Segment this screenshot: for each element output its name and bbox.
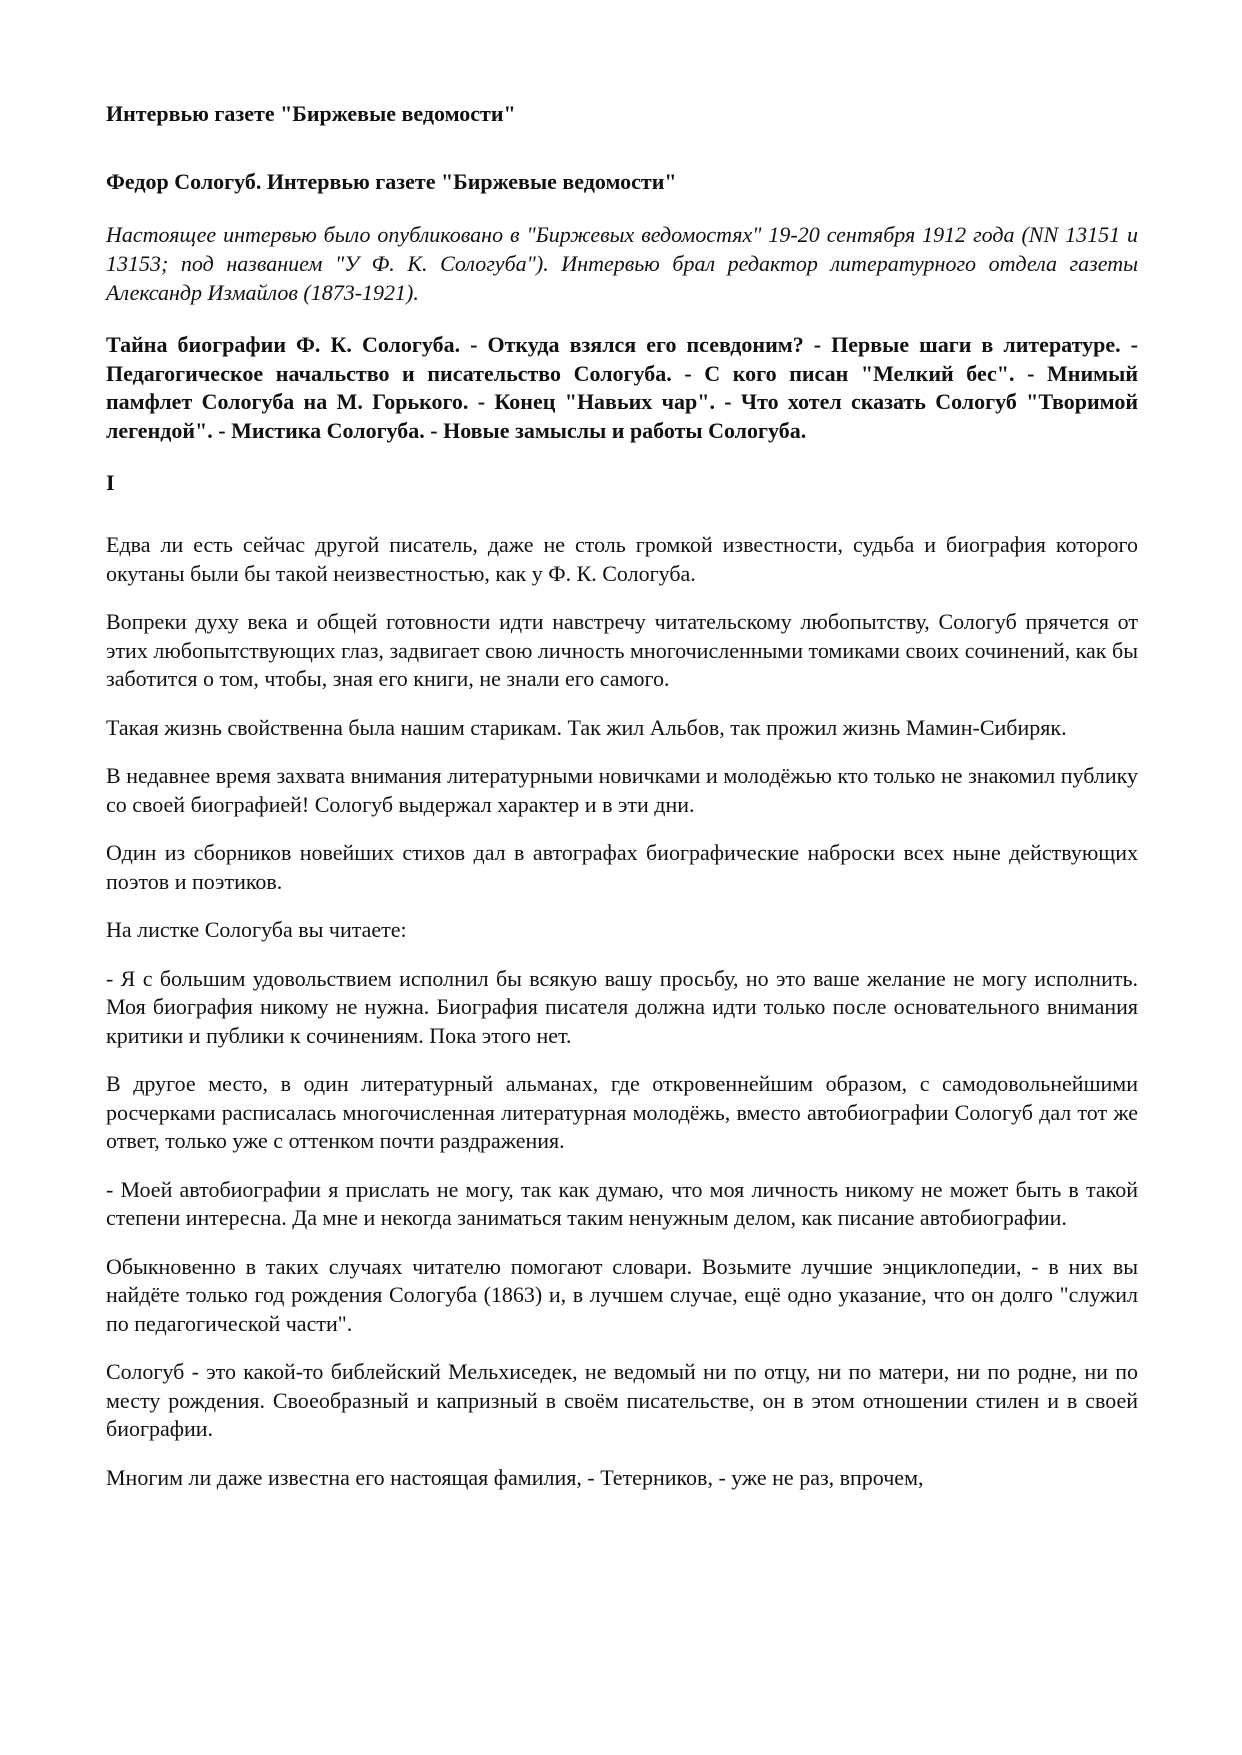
document-title: Интервью газете "Биржевые ведомости" bbox=[106, 101, 516, 126]
paragraph: Такая жизнь свойственна была нашим старикам. Так жил Альбов, так прожил жизнь Мамин-Сибиряк. bbox=[106, 714, 1067, 740]
paragraph: - Я с большим удовольствием исполнил бы всякую вашу просьбу, но это ваше желание не могу исполнить. Моя биография никому не нужна. Биография писателя должна идти только после основательного внимания критики и публики к сочинениям. Пока этого нет. bbox=[106, 965, 1138, 1048]
chapter-summary: Тайна биографии Ф. К. Сологуба. - Откуда взялся его псевдоним? - Первые шаги в литературе. - Педагогическое начальство и писательство Сологуба. - С кого писан "Мелкий бес". - Мнимый памфлет Сологуба на М. Горького. - Конец "Навьих чар". - Что хотел сказать Сологуб "Творимой легендой". - Мистика Сологуба. - Новые замыслы и работы Сологуба. bbox=[106, 332, 1138, 443]
paragraph: На листке Сологуба вы читаете: bbox=[106, 917, 407, 942]
section-number: I bbox=[106, 470, 115, 495]
paragraph: Многим ли даже известна его настоящая фамилия, - Тетерников, - уже не раз, впрочем, bbox=[106, 1464, 924, 1490]
paragraph: - Моей автобиографии я прислать не могу, так как думаю, что моя личность никому не может быть в такой степени интересна. Да мне и некогда заниматься таким ненужным делом, как писание автобиографии. bbox=[106, 1176, 1138, 1230]
document-page bbox=[106, 100, 1138, 1512]
paragraph: В другое место, в один литературный альманах, где откровеннейшим образом, с самодовольнейшими росчерками расписалась многочисленная литературная молодёжь, вместо автобиографии Сологуб дал тот же ответ, только уже с оттенком почти раздражения. bbox=[106, 1071, 1138, 1153]
paragraph: Вопреки духу века и общей готовности идти навстречу читательскому любопытству, Сологуб прячется от этих любопытствующих глаз, задвигает свою личность многочисленными томиками своих сочинений, как бы заботится о том, чтобы, зная его книги, не знали его самого. bbox=[106, 609, 1138, 691]
paragraph: Обыкновенно в таких случаях читателю помогают словари. Возьмите лучшие энциклопедии, - в них вы найдёте только год рождения Сологуба (1863) и, в лучшем случае, ещё одно указание, что он долго "служил по педагогической части". bbox=[106, 1253, 1138, 1336]
intro-note: Настоящее интервью было опубликовано в "Биржевых ведомостях" 19-20 сентября 1912 года (NN 13151 и 13153; под названием "У Ф. К. Сологуба"). Интервью брал редактор литературного отдела газеты Александр Измайлов (1873-1921). bbox=[106, 222, 1138, 305]
paragraph: Сологуб - это какой-то библейский Мельхиседек, не ведомый ни по отцу, ни по матери, ни по родне, ни по месту рождения. Своеобразный и капризный в своём писательстве, он в этом отношении стилен и в своей биографии. bbox=[106, 1359, 1138, 1441]
paragraph: В недавнее время захвата внимания литературными новичками и молодёжью кто только не знакомил публику со своей биографией! Сологуб выдержал характер и в эти дни. bbox=[106, 763, 1138, 817]
paragraph: Один из сборников новейших стихов дал в автографах биографические наброски всех ныне действующих поэтов и поэтиков. bbox=[106, 840, 1138, 894]
document-subtitle: Федор Сологуб. Интервью газете "Биржевые ведомости" bbox=[106, 169, 677, 194]
paragraph: Едва ли есть сейчас другой писатель, даже не столь громкой известности, судьба и биография которого окутаны были бы такой неизвестностью, как у Ф. К. Сологуба. bbox=[106, 532, 1138, 586]
